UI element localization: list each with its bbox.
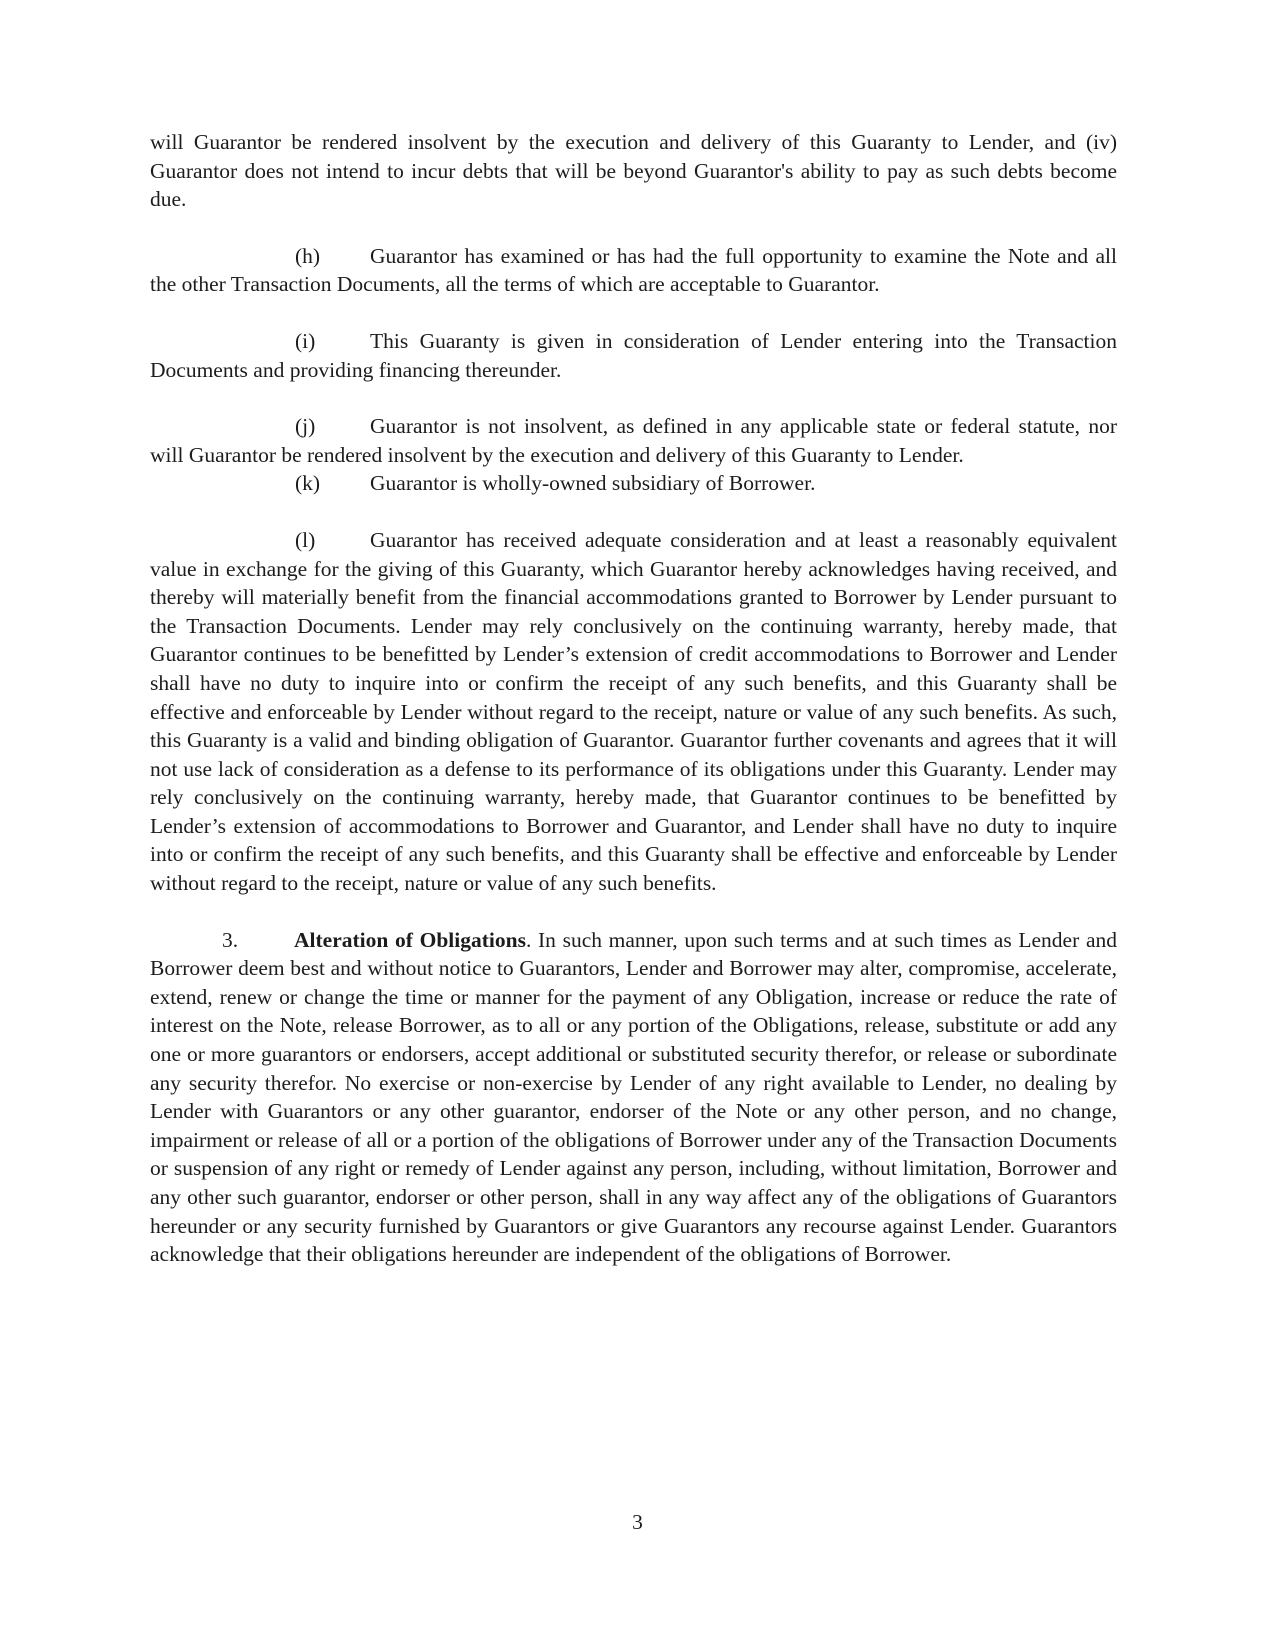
clause-l: [150, 526, 1117, 898]
clause-h-text: Guarantor has examined or has had the full opportunity to examine the Note and all the other Transaction Documents, all the terms of which are acceptable to Guarantor.: [150, 243, 1117, 297]
clause-i-label: (i): [295, 328, 316, 353]
section-3-text: . In such manner, upon such terms and at such times as Lender and Borrower deem best and without notice to Guarantors, Lender and Borrower may alter, compromise, accelerate, extend, renew or change the time or manner for the payment of any Obligation, increase or reduce the rate of interest on the Note, release Borrower, as to all or any portion of the Obligations, release, substitute or add any one or more guarantors or endorsers, accept additional or substituted security therefor, or release or subordinate any security therefor. No exercise or non-exercise by Lender of any right available to Lender, no dealing by Lender with Guarantors or any other guarantor, endorser of the Note or any other person, and no change, impairment or release of all or a portion of the obligations of Borrower under any of the Transaction Documents or suspension of any right or remedy of Lender against any person, including, without limitation, Borrower and any other such guarantor, endorser or other person, shall in any way affect any of the obligations of Guarantors hereunder or any security furnished by Guarantors or give Guarantors any recourse against Lender. Guarantors acknowledge that their obligations hereunder are independent of the obligations of Borrower.: [150, 927, 1117, 1267]
clause-j-text: Guarantor is not insolvent, as defined in any applicable state or federal statute, nor will Guarantor be rendered insolvent by the execution and delivery of this Guaranty to Lender.: [150, 414, 1117, 467]
clause-j-label: (j): [295, 414, 316, 439]
clause-k: [150, 469, 1117, 498]
clause-h-label: (h): [295, 243, 321, 268]
clause-h: [150, 242, 1117, 299]
section-3: [150, 926, 1117, 1269]
section-3-title: Alteration of Obligations: [294, 927, 526, 952]
continuation-paragraph: [150, 128, 1117, 214]
continuation-text: will Guarantor be rendered insolvent by the execution and delivery of this Guaranty to Lender, and (iv) Guarantor does not intend to incur debts that will be beyond Guarantor's ability to pay as such debts become due.: [150, 130, 1117, 212]
clause-k-text: Guarantor is wholly-owned subsidiary of Borrower.: [370, 471, 816, 496]
document-page: [150, 128, 1117, 1297]
clause-l-label: (l): [295, 527, 316, 552]
clause-l-text: Guarantor has received adequate consideration and at least a reasonably equivalent value in exchange for the giving of this Guaranty, which Guarantor hereby acknowledges having received, and thereby will materially benefit from the financial accommodations granted to Borrower by Lender pursuant to the Transaction Documents. Lender may rely conclusively on the continuing warranty, hereby made, that Guarantor continues to be benefitted by Lender’s extension of credit accommodations to Borrower and Lender shall have no duty to inquire into or confirm the receipt of any such benefits, and this Guaranty shall be effective and enforceable by Lender without regard to the receipt, nature or value of any such benefits. As such, this Guaranty is a valid and binding obligation of Guarantor. Guarantor further covenants and agrees that it will not use lack of consideration as a defense to its performance of its obligations under this Guaranty. Lender may rely conclusively on the continuing warranty, hereby made, that Guarantor continues to be benefitted by Lender’s extension of accommodations to Borrower and Guarantor, and Lender shall have no duty to inquire into or confirm the receipt of any such benefits, and this Guaranty shall be effective and enforceable by Lender without regard to the receipt, nature or value of any such benefits.: [150, 527, 1117, 896]
clause-j: [150, 412, 1117, 469]
page-number: 3: [632, 1510, 643, 1534]
clause-i-text: This Guaranty is given in consideration of Lender entering into the Transaction Documents and providing financing thereunder.: [150, 328, 1117, 382]
section-3-number: 3.: [222, 927, 239, 952]
clause-i: [150, 327, 1117, 384]
clause-k-label: (k): [295, 471, 321, 496]
